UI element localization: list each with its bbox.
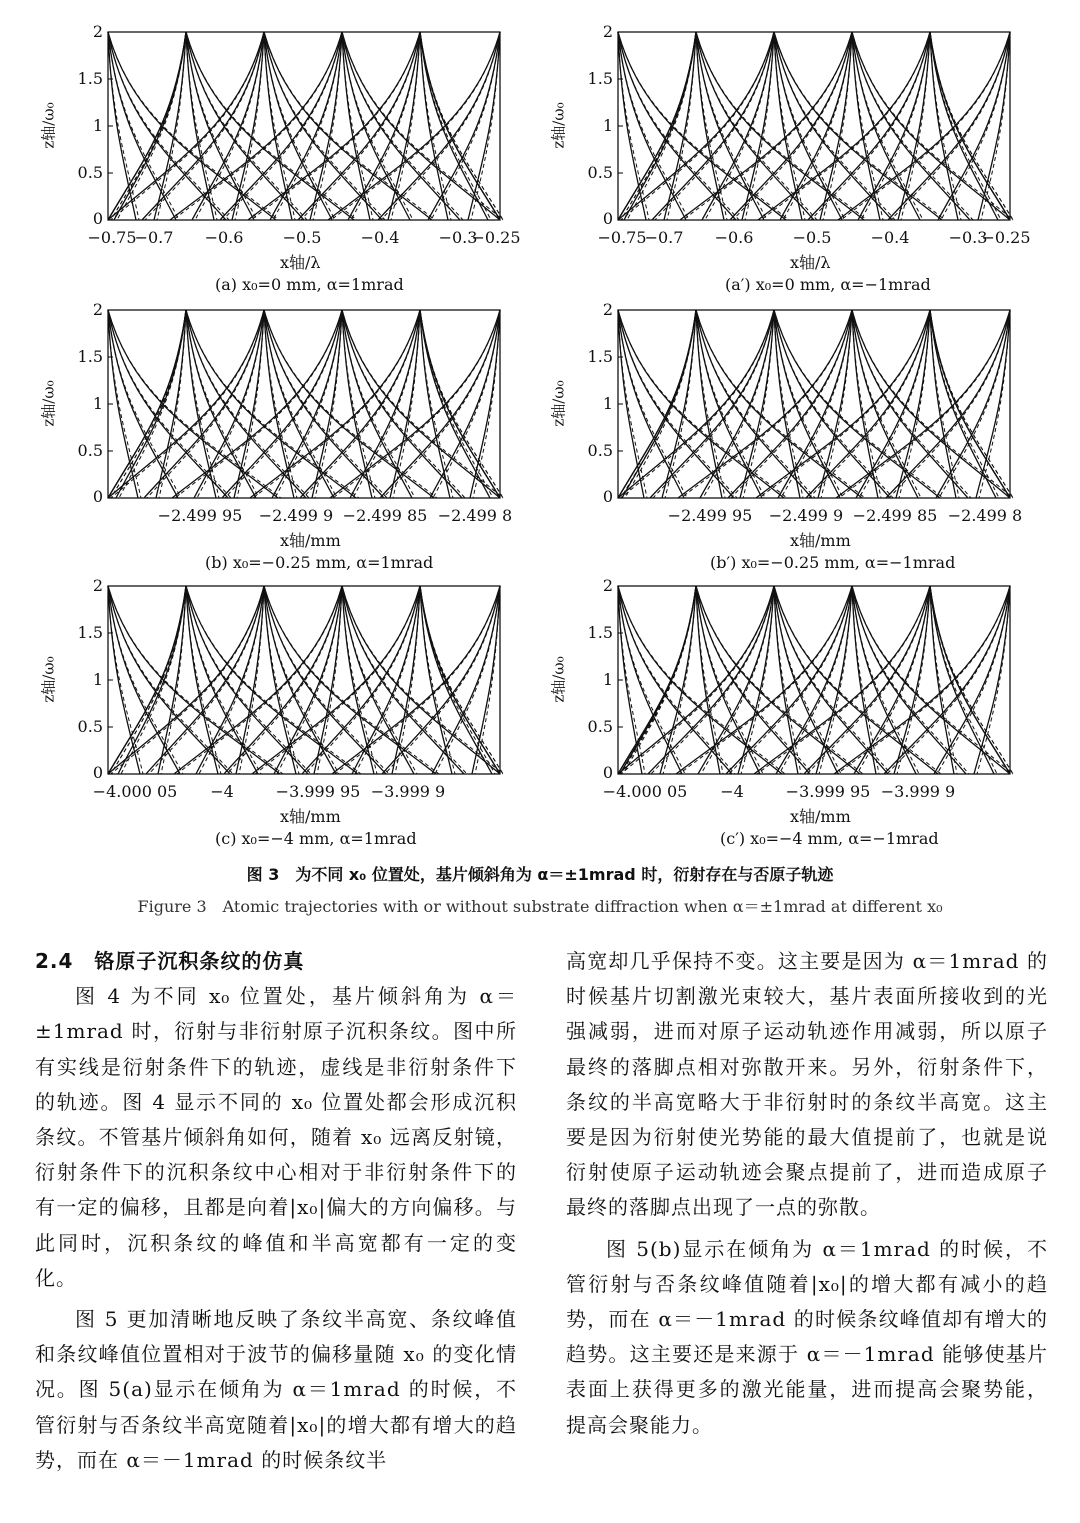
trajectory-diffraction [618, 310, 696, 498]
y-tick: 1 [602, 116, 613, 135]
x-tick: −2.499 85 [852, 506, 938, 525]
trajectory-diffraction [420, 32, 500, 220]
x-tick: −0.3 [948, 228, 988, 247]
y-tick: 0.5 [587, 441, 613, 460]
x-axis-label: x轴/mm [790, 531, 851, 550]
trajectory-diffraction [420, 586, 500, 774]
y-tick: 0 [92, 209, 103, 228]
x-tick: −0.5 [282, 228, 322, 247]
x-tick: −0.7 [134, 228, 174, 247]
trajectory-no-diffraction [930, 586, 1013, 774]
trajectory-no-diffraction [175, 310, 342, 498]
y-tick: 1.5 [587, 623, 613, 642]
x-tick: −2.499 95 [667, 506, 753, 525]
x-tick: −4.000 05 [92, 782, 178, 801]
y-tick: 0 [92, 763, 103, 782]
y-tick: 1.5 [77, 347, 103, 366]
trajectory-no-diffraction [696, 586, 863, 774]
y-axis-label: z轴/ω₀ [39, 102, 58, 149]
trajectory-no-diffraction [111, 310, 186, 498]
trajectory-diffraction [328, 32, 500, 220]
panel-caption: (b′) x₀=−0.25 mm, α=−1mrad [710, 553, 956, 572]
trajectory-no-diffraction [111, 32, 186, 220]
trajectory-diffraction [420, 310, 500, 498]
paragraph: 图 4 为不同 x₀ 位置处，基片倾斜角为 α＝±1mrad 时，衍射与非衍射原子沉积条纹。图中所有实线是衍射条件下的轨迹，虚线是非衍射条件下的轨迹。图 4 显示不同的 x₀ 位置处都会形成沉积条纹。不管基片倾斜角如何，随着 x₀ 远离反射镜，衍射条件下的沉积条纹中心相对于非衍射条件下的有一定的偏移，且都是向着|x₀|偏大的方向偏移。与此同时，沉积条纹的峰值和半高宽都有一定的变化。 [35, 984, 517, 1290]
panel-c [0, 574, 540, 859]
right-column [566, 944, 1048, 1443]
y-tick: 1 [92, 394, 103, 413]
y-tick: 2 [602, 300, 613, 319]
trajectory-diffraction [696, 310, 862, 498]
y-tick: 2 [602, 22, 613, 41]
x-tick: −0.6 [204, 228, 244, 247]
panel-b [0, 298, 540, 583]
x-tick: −0.3 [438, 228, 478, 247]
paragraph: 图 5(b)显示在倾角为 α＝1mrad 的时候，不管衍射与否条纹峰值随着|x₀|的增大都有减小的趋势，而在 α＝－1mrad 的时候条纹峰值却有增大的趋势。这主要还是来源于 α＝－1mrad 能够使基片表面上获得更多的激光能量，进而提高会聚势能，提高会聚能力。 [566, 1236, 1048, 1437]
x-axis-label: x轴/mm [280, 531, 341, 550]
x-tick: −0.4 [870, 228, 910, 247]
trajectory-diffraction [806, 310, 930, 498]
left-column [35, 944, 517, 1478]
trajectory-diffraction [252, 586, 420, 774]
trajectory-diffraction [838, 32, 1010, 220]
trajectory-diffraction [174, 586, 342, 774]
trajectory-no-diffraction [774, 586, 941, 774]
y-tick: 0 [602, 763, 613, 782]
x-tick: −2.499 85 [342, 506, 428, 525]
panel-caption: (c) x₀=−4 mm, α=1mrad [215, 829, 417, 848]
trajectory-no-diffraction [147, 310, 264, 498]
y-tick: 1.5 [587, 69, 613, 88]
x-tick: −0.6 [714, 228, 754, 247]
y-axis-label: z轴/ω₀ [549, 102, 568, 149]
x-tick: −2.499 95 [157, 506, 243, 525]
x-axis-label: x轴/mm [790, 807, 851, 826]
y-tick: 2 [602, 576, 613, 595]
trajectory-no-diffraction [111, 32, 186, 220]
trajectory-diffraction [818, 310, 852, 498]
trajectory-no-diffraction [930, 586, 1013, 774]
trajectory-lines [108, 32, 503, 220]
trajectory-diffraction [420, 586, 500, 774]
y-tick: 0 [602, 209, 613, 228]
trajectory-diffraction [618, 32, 696, 220]
trajectory-no-diffraction [253, 310, 420, 498]
trajectory-diffraction [420, 32, 500, 220]
paragraph: 高宽却几乎保持不变。这主要是因为 α＝1mrad 的时候基片切割激光束较大，基片表面所接收到的光强减弱，进而对原子运动轨迹作用减弱，所以原子最终的落脚点相对弥散开来。另外，衍射条件下，条纹的半高宽略大于非衍射时的条纹半高宽。这主要是因为衍射使光势能的最大值提前了，也就是说衍射使原子运动轨迹会聚点提前了，进而造成原子最终的落脚点出现了一点的弥散。 [566, 949, 1048, 1220]
trajectory-diffraction [648, 586, 774, 774]
trajectory-no-diffraction [303, 310, 420, 498]
x-tick: −2.499 9 [768, 506, 844, 525]
x-tick: −0.75 [597, 228, 647, 247]
trajectory-no-diffraction [852, 310, 921, 498]
trajectory-diffraction [930, 32, 1010, 220]
trajectory-diffraction [740, 310, 774, 498]
trajectory-lines [618, 586, 1013, 774]
trajectory-no-diffraction [621, 32, 696, 220]
x-tick: −0.5 [792, 228, 832, 247]
panel-a [0, 20, 540, 305]
x-tick: −4.000 05 [602, 782, 688, 801]
panel-b-prime [510, 298, 1050, 583]
x-tick: −3.999 9 [880, 782, 956, 801]
x-tick: −3.999 95 [785, 782, 871, 801]
trajectory-diffraction [930, 32, 1010, 220]
panel-caption: (c′) x₀=−4 mm, α=−1mrad [720, 829, 939, 848]
y-axis-label: z轴/ω₀ [549, 380, 568, 427]
x-tick: −4 [210, 782, 234, 801]
x-tick: −3.999 9 [370, 782, 446, 801]
y-tick: 0.5 [77, 163, 103, 182]
trajectory-no-diffraction [930, 586, 997, 774]
y-tick: 1 [92, 670, 103, 689]
x-tick: −2.499 8 [437, 506, 513, 525]
figure-caption-en: Figure 3 Atomic trajectories with or without substrate diffraction when α＝±1mrad at different x₀ [137, 897, 943, 916]
y-tick: 0.5 [587, 717, 613, 736]
y-tick: 0.5 [77, 441, 103, 460]
x-tick: −0.75 [87, 228, 137, 247]
y-tick: 1.5 [77, 69, 103, 88]
y-axis-label: z轴/ω₀ [39, 380, 58, 427]
trajectory-lines [108, 310, 503, 498]
trajectory-diffraction [726, 586, 852, 774]
trajectory-no-diffraction [621, 32, 696, 220]
x-tick: −4 [720, 782, 744, 801]
y-tick: 0 [92, 487, 103, 506]
y-tick: 1.5 [77, 623, 103, 642]
trajectory-diffraction [618, 32, 696, 220]
panel-caption: (b) x₀=−0.25 mm, α=1mrad [205, 553, 434, 572]
y-tick: 0 [602, 487, 613, 506]
x-axis-label: x轴/λ [790, 253, 831, 272]
y-tick: 2 [92, 576, 103, 595]
y-tick: 2 [92, 300, 103, 319]
x-tick: −3.999 95 [275, 782, 361, 801]
x-tick: −0.7 [644, 228, 684, 247]
x-tick: −2.499 8 [947, 506, 1023, 525]
trajectory-lines [108, 586, 503, 774]
trajectory-diffraction [108, 32, 186, 220]
section-heading: 2.4 铬原子沉积条纹的仿真 [35, 949, 305, 973]
trajectory-no-diffraction [930, 310, 999, 498]
trajectory-no-diffraction [852, 586, 1013, 774]
trajectory-diffraction [618, 586, 774, 774]
x-tick: −0.25 [471, 228, 521, 247]
panel-caption: (a) x₀=0 mm, α=1mrad [215, 275, 404, 294]
trajectory-diffraction [116, 310, 186, 498]
figure-caption-cn: 图 3 为不同 x₀ 位置处，基片倾斜角为 α＝±1mrad 时，衍射存在与否原子轨迹 [246, 865, 834, 884]
trajectory-no-diffraction [111, 310, 186, 498]
trajectory-diffraction [108, 32, 186, 220]
x-axis-label: x轴/λ [280, 253, 321, 272]
trajectory-lines [618, 310, 1013, 498]
y-tick: 1 [92, 116, 103, 135]
trajectory-diffraction [420, 310, 500, 498]
y-tick: 2 [92, 22, 103, 41]
y-tick: 1 [602, 394, 613, 413]
panel-c-prime [510, 574, 1050, 859]
x-tick: −0.25 [981, 228, 1031, 247]
trajectory-no-diffraction [618, 586, 785, 774]
paragraph: 图 5 更加清晰地反映了条纹半高宽、条纹峰值和条纹峰值位置相对于波节的偏移量随 x₀ 的变化情况。图 5(a)显示在倾角为 α＝1mrad 的时候，不管衍射与否条纹半高宽随着|x₀|的增大都有增大的趋势，而在 α＝－1mrad 的时候条纹半 [35, 1307, 517, 1472]
x-tick: −2.499 9 [258, 506, 334, 525]
x-axis-label: x轴/mm [280, 807, 341, 826]
y-tick: 1.5 [587, 347, 613, 366]
panel-caption: (a′) x₀=0 mm, α=−1mrad [725, 275, 931, 294]
x-tick: −0.4 [360, 228, 400, 247]
panel-a-prime [510, 20, 1050, 305]
y-tick: 0.5 [587, 163, 613, 182]
y-axis-label: z轴/ω₀ [39, 656, 58, 703]
y-tick: 0.5 [77, 717, 103, 736]
trajectory-diffraction [618, 310, 784, 498]
trajectory-diffraction [618, 310, 696, 498]
trajectory-no-diffraction [225, 310, 342, 498]
y-tick: 1 [602, 670, 613, 689]
y-axis-label: z轴/ω₀ [549, 656, 568, 703]
trajectory-lines [618, 32, 1013, 220]
